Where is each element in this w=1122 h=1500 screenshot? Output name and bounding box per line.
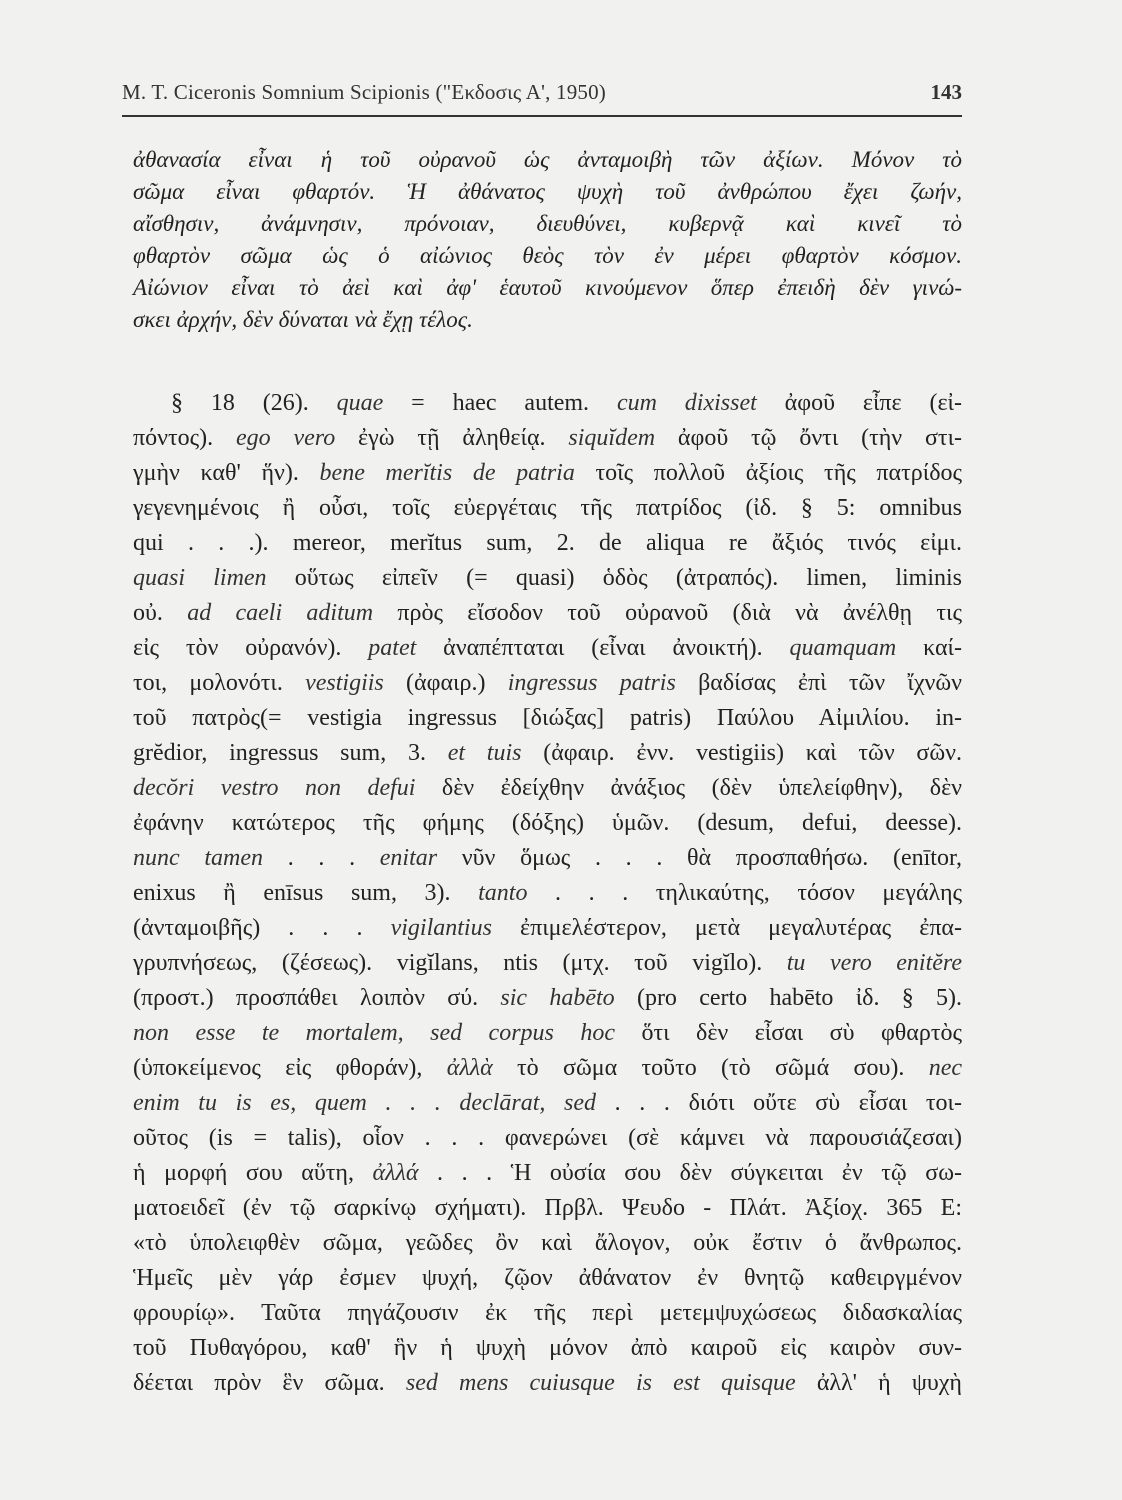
lemma-text: ἀλλὰ xyxy=(446,1055,493,1081)
text-line xyxy=(133,526,962,561)
text-line xyxy=(133,596,962,631)
text-line xyxy=(133,1261,962,1296)
gloss-text: νῦν ὅμως . . . θὰ προσπαθήσω. (enītor, xyxy=(437,845,962,871)
text-line xyxy=(133,1191,962,1226)
lemma-text: vestigiis xyxy=(305,670,384,696)
text-line xyxy=(133,771,962,806)
gloss-text: δὲν ἐδείχθην ἀνάξιος (δὲν ὑπελείφθην), δὲν xyxy=(415,775,962,801)
gloss-text: ἀφοῦ εἶπε (εἰ- xyxy=(756,390,962,416)
gloss-text: τοῦ Πυθαγόρου, καθ' ἣν ἡ ψυχὴ μόνον ἀπὸ καιροῦ εἰς καιρὸν συν- xyxy=(133,1335,962,1361)
lemma-text: ἀλλά xyxy=(372,1160,419,1186)
lemma-text: enim tu is es, quem . . . declārat, sed xyxy=(133,1090,597,1116)
text-line xyxy=(133,176,962,208)
text-line xyxy=(133,1016,962,1051)
gloss-text: τοι, μολονότι. xyxy=(133,670,306,696)
lemma-text: tanto xyxy=(478,880,528,906)
page-number: 143 xyxy=(930,80,962,104)
lemma-text: quae xyxy=(336,390,384,416)
gloss-text: φρουρίῳ». Ταῦτα πηγάζουσιν ἐκ τῆς περὶ μετεμψυχώσεως διδασκαλίας xyxy=(133,1300,962,1326)
text-line xyxy=(133,631,962,666)
intro-paragraph xyxy=(133,144,962,336)
gloss-text: ἀθανασία εἶναι ἡ τοῦ οὐρανοῦ ὡς ἀνταμοιβὴ τῶν ἀξίων. Μόνον τὸ xyxy=(133,147,962,172)
text-line xyxy=(133,1086,962,1121)
gloss-text: πόντος). xyxy=(133,425,236,451)
text-line xyxy=(133,736,962,771)
text-line xyxy=(133,491,962,526)
text-line xyxy=(133,561,962,596)
gloss-text: αἴσθησιν, ἀνάμνησιν, πρόνοιαν, διευθύνει, κυβερνᾷ καὶ κινεῖ τὸ xyxy=(133,211,962,236)
gloss-text: ὅτι δὲν εἶσαι σὺ φθαρτὸς xyxy=(615,1020,962,1046)
text-line xyxy=(133,240,962,272)
gloss-text: ἐπιμελέστερον, μετὰ μεγαλυτέρας ἐπα- xyxy=(491,915,962,941)
text-line xyxy=(133,666,962,701)
lemma-text: ad caeli aditum xyxy=(187,600,374,626)
gloss-text: τὸ σῶμα τοῦτο (τὸ σῶμά σου). xyxy=(492,1055,929,1081)
text-line xyxy=(133,701,962,736)
lemma-text: non esse te mortalem, sed corpus hoc xyxy=(133,1020,616,1046)
lemma-text: et tuis xyxy=(447,740,522,766)
text-line xyxy=(133,1366,962,1401)
gloss-text: . . . Ἡ οὐσία σου δὲν σύγκειται ἐν τῷ σω- xyxy=(418,1160,962,1186)
text-line xyxy=(133,876,962,911)
lemma-text: siquĭdem xyxy=(568,425,656,451)
text-line xyxy=(133,806,962,841)
gloss-text: . . . xyxy=(263,845,380,871)
gloss-text: δέεται πρὸν ἓν σῶμα. xyxy=(133,1370,406,1396)
gloss-text: ματοειδεῖ (ἐν τῷ σαρκίνῳ σχήματι). Πρβλ. Ψευδο - Πλάτ. Ἀξίοχ. 365 E: xyxy=(133,1195,962,1221)
text-line xyxy=(133,386,962,421)
gloss-text: (ἀφαιρ. ἐνν. vestigiis) καὶ τῶν σῶν. xyxy=(521,740,963,766)
text-line xyxy=(133,1051,962,1086)
gloss-text: ἀφοῦ τῷ ὄντι (τὴν στι- xyxy=(655,425,963,451)
lemma-text: tu vero enitĕre xyxy=(786,950,962,976)
gloss-text: οὕτως εἰπεῖν (= quasi) ὁδὸς (ἀτραπός). limen, liminis xyxy=(266,565,962,591)
text-line xyxy=(133,1156,962,1191)
gloss-text: ἐγὼ τῇ ἀληθείᾳ. xyxy=(335,425,569,451)
text-line xyxy=(133,946,962,981)
lemma-text: ego vero xyxy=(235,425,336,451)
lemma-text: sed mens cuiusque is est quisque xyxy=(405,1370,796,1396)
text-line xyxy=(133,911,962,946)
text-line xyxy=(133,1296,962,1331)
text-line xyxy=(133,272,962,304)
gloss-text: (pro certo habēto ἰδ. § 5). xyxy=(614,985,963,1011)
gloss-text: γμὴν καθ' ἥν). xyxy=(133,460,320,486)
gloss-text: οὐ. xyxy=(133,600,188,626)
gloss-text: . . . διότι οὔτε σὺ εἶσαι τοι- xyxy=(596,1090,963,1116)
lemma-text: decŏri vestro non defui xyxy=(133,775,416,801)
lemma-text: quamquam xyxy=(789,635,897,661)
gloss-text: σῶμα εἶναι φθαρτόν. Ἡ ἀθάνατος ψυχὴ τοῦ ἀνθρώπου ἔχει ζωήν, xyxy=(133,179,962,204)
gloss-text: Ἡμεῖς μὲν γάρ ἐσμεν ψυχή, ζῷον ἀθάνατον ἐν θνητῷ καθειργμένον xyxy=(133,1265,962,1291)
lemma-text: bene merĭtis de patria xyxy=(319,460,575,486)
gloss-text: «τὸ ὑπολειφθὲν σῶμα, γεῶδες ὂν καὶ ἄλογον, οὐκ ἔστιν ὁ ἄνθρωπος. xyxy=(133,1230,962,1256)
text-line xyxy=(133,144,962,176)
text-line xyxy=(133,1331,962,1366)
gloss-text: (ἀφαιρ.) xyxy=(383,670,508,696)
gloss-text: Αἰώνιον εἶναι τὸ ἀεὶ καὶ ἀφ' ἑαυτοῦ κινούμενον ὅπερ ἐπειδὴ δὲν γινώ- xyxy=(133,275,962,300)
running-header xyxy=(122,80,962,112)
lemma-text: nunc tamen xyxy=(133,845,263,871)
gloss-text: qui . . .). mereor, merĭtus sum, 2. de aliqua re ἄξιός τινός εἰμι. xyxy=(133,530,962,556)
gloss-text: enixus ἢ enīsus sum, 3). xyxy=(133,880,479,906)
text-line xyxy=(133,208,962,240)
text-line xyxy=(133,421,962,456)
gloss-text: grĕdior, ingressus sum, 3. xyxy=(133,740,448,766)
commentary-section-18 xyxy=(133,386,962,1401)
gloss-text: πρὸς εἴσοδον τοῦ οὐρανοῦ (διὰ νὰ ἀνέλθῃ τις xyxy=(373,600,962,626)
gloss-text: σκει ἀρχήν, δὲν δύναται νὰ ἔχῃ τέλος. xyxy=(133,307,473,332)
lemma-text: patet xyxy=(368,635,417,661)
gloss-text: εἰς τὸν οὐρανόν). xyxy=(133,635,369,661)
header-rule xyxy=(122,115,962,117)
gloss-text: οῦτος (is = talis), οἷον . . . φανερώνει (σὲ κάμνει νὰ παρουσιάζεσαι) xyxy=(133,1125,962,1151)
lemma-text: cum dixisset xyxy=(616,390,757,416)
gloss-text: § 18 (26). xyxy=(171,390,337,416)
gloss-text: ἐφάνην κατώτερος τῆς φήμης (δόξης) ὑμῶν. (desum, defui, deesse). xyxy=(133,810,962,836)
text-line xyxy=(133,304,962,336)
gloss-text: ἡ μορφή σου αὕτη, xyxy=(133,1160,373,1186)
gloss-text: . . . τηλικαύτης, τόσον μεγάλης xyxy=(527,880,962,906)
lemma-text: quasi limen xyxy=(133,565,267,591)
text-line xyxy=(133,841,962,876)
running-title: M. T. Ciceronis Somnium Scipionis ("Εκδοσις Α', 1950) xyxy=(122,80,606,104)
gloss-text: γρυπνήσεως, (ζέσεως). vigĭlans, ntis (μτχ. τοῦ vigĭlo). xyxy=(133,950,787,976)
gloss-text: ἀλλ' ἡ ψυχὴ xyxy=(795,1370,962,1396)
lemma-text: vigilantius xyxy=(390,915,492,941)
text-line xyxy=(133,981,962,1016)
lemma-text: sic habēto xyxy=(500,985,615,1011)
gloss-text: ἀναπέπταται (εἶναι ἀνοικτή). xyxy=(416,635,790,661)
text-line xyxy=(133,1226,962,1261)
gloss-text: τοῖς πολλοῦ ἀξίοις τῆς πατρίδος xyxy=(574,460,963,486)
gloss-text: βαδίσας ἐπὶ τῶν ἴχνῶν xyxy=(675,670,963,696)
lemma-text: ingressus patris xyxy=(507,670,676,696)
gloss-text: γεγενημένοις ἢ οὖσι, τοῖς εὐεργέταις τῆς πατρίδος (ἰδ. § 5: omnibus xyxy=(133,495,962,521)
gloss-text: (ἀνταμοιβῆς) . . . xyxy=(133,915,391,941)
gloss-text: (προστ.) προσπάθει λοιπὸν σύ. xyxy=(133,985,501,1011)
text-line xyxy=(133,456,962,491)
gloss-text: καί- xyxy=(896,635,962,661)
gloss-text: τοῦ πατρὸς(= vestigia ingressus [διώξας] patris) Παύλου Αἰμιλίου. in- xyxy=(133,705,962,731)
lemma-text: nec xyxy=(928,1055,962,1081)
gloss-text: φθαρτὸν σῶμα ὡς ὁ αἰώνιος θεὸς τὸν ἐν μέρει φθαρτὸν κόσμον. xyxy=(133,243,962,268)
text-line xyxy=(133,1121,962,1156)
gloss-text: = haec autem. xyxy=(383,390,617,416)
gloss-text: (ὑποκείμενος εἰς φθοράν), xyxy=(133,1055,447,1081)
lemma-text: enitar xyxy=(379,845,438,871)
